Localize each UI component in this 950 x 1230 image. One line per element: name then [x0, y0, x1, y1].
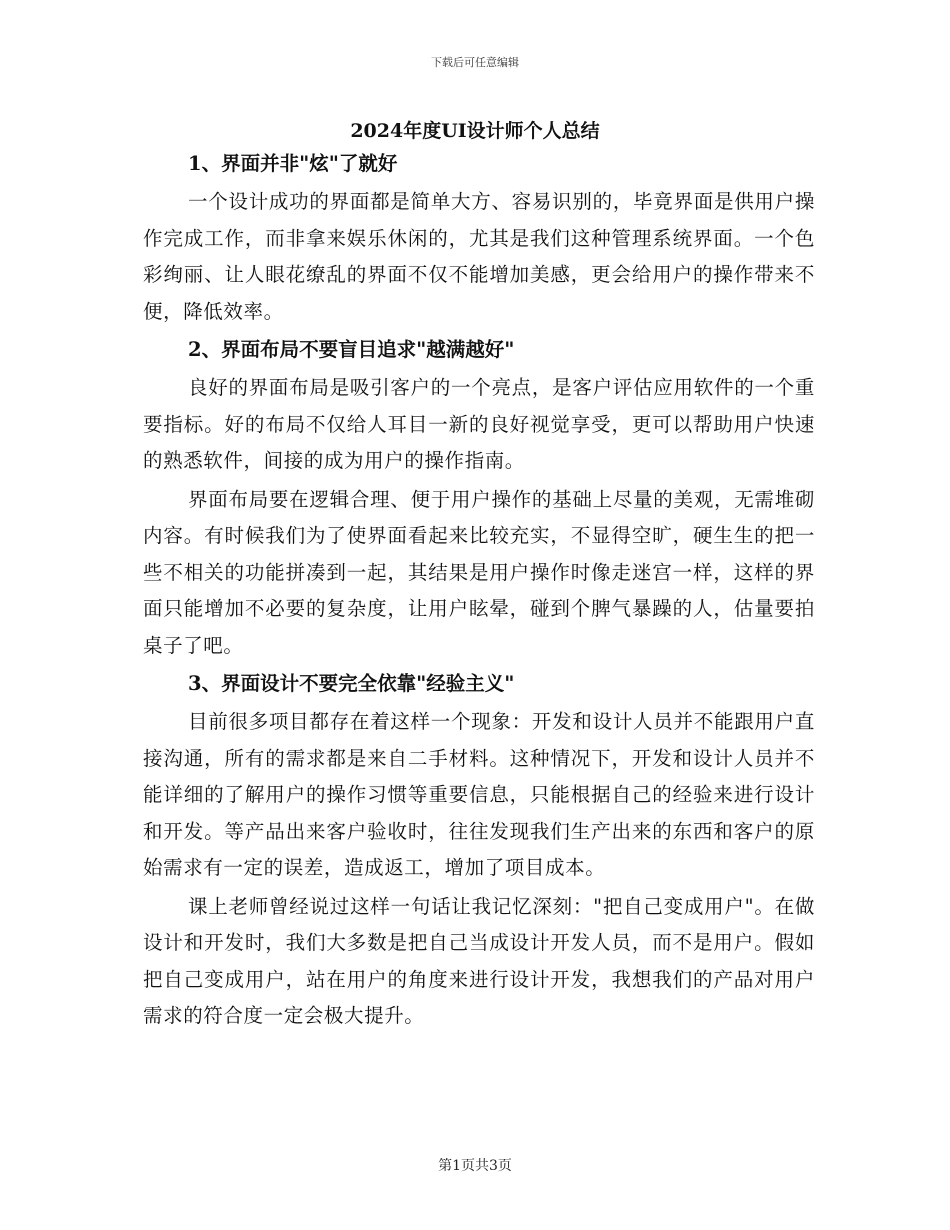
- paragraph: 一个设计成功的界面都是简单大方、容易识别的，毕竟界面是供用户操作完成工作，而非拿来娱乐休闲的，尤其是我们这种管理系统界面。一个色彩绚丽、让人眼花缭乱的界面不仅不能增加美感，更会给用户的操作带来不便，降低效率。: [143, 190, 815, 323]
- section-heading: 2、界面布局不要盲目追求"越满越好": [188, 338, 515, 361]
- section-1: [143, 146, 815, 330]
- document-title: 2024年度UI设计师个人总结: [350, 120, 600, 142]
- paragraph: 良好的界面布局是吸引客户的一个亮点，是客户评估应用软件的一个重要指标。好的布局不仅给人耳目一新的良好视觉享受，更可以帮助用户快速的熟悉软件，间接的成为用户的操作指南。: [143, 376, 815, 472]
- paragraph: 课上老师曾经说过这样一句话让我记忆深刻："把自己变成用户"。在做设计和开发时，我们大多数是把自己当成设计开发人员，而不是用户。假如把自己变成用户，站在用户的角度来进行设计开发，我想我们的产品对用户需求的符合度一定会极大提升。: [143, 894, 815, 1027]
- paragraph: 界面布局要在逻辑合理、便于用户操作的基础上尽量的美观，无需堆砌内容。有时候我们为了使界面看起来比较充实，不显得空旷，硬生生的把一些不相关的功能拼凑到一起，其结果是用户操作时像走迷宫一样，这样的界面只能增加不必要的复杂度，让用户眩晕，碰到个脾气暴躁的人，估量要拍桌子了吧。: [143, 487, 815, 657]
- section-2: [143, 332, 815, 664]
- section-heading: 1、界面并非"炫"了就好: [188, 152, 398, 175]
- paragraph: 目前很多项目都存在着这样一个现象：开发和设计人员并不能跟用户直接沟通，所有的需求都是来自二手材料。这种情况下，开发和设计人员并不能详细的了解用户的操作习惯等重要信息，只能根据自己的经验来进行设计和开发。等产品出来客户验收时，往往发现我们生产出来的东西和客户的原始需求有一定的误差，造成返工，增加了项目成本。: [143, 710, 815, 879]
- document-body: [143, 146, 815, 1037]
- header-note: 下载后可任意编辑: [431, 56, 519, 69]
- section-heading: 3、界面设计不要完全依靠"经验主义": [188, 672, 515, 695]
- page-number: 第1页共3页: [438, 1158, 512, 1174]
- section-3: [143, 666, 815, 1035]
